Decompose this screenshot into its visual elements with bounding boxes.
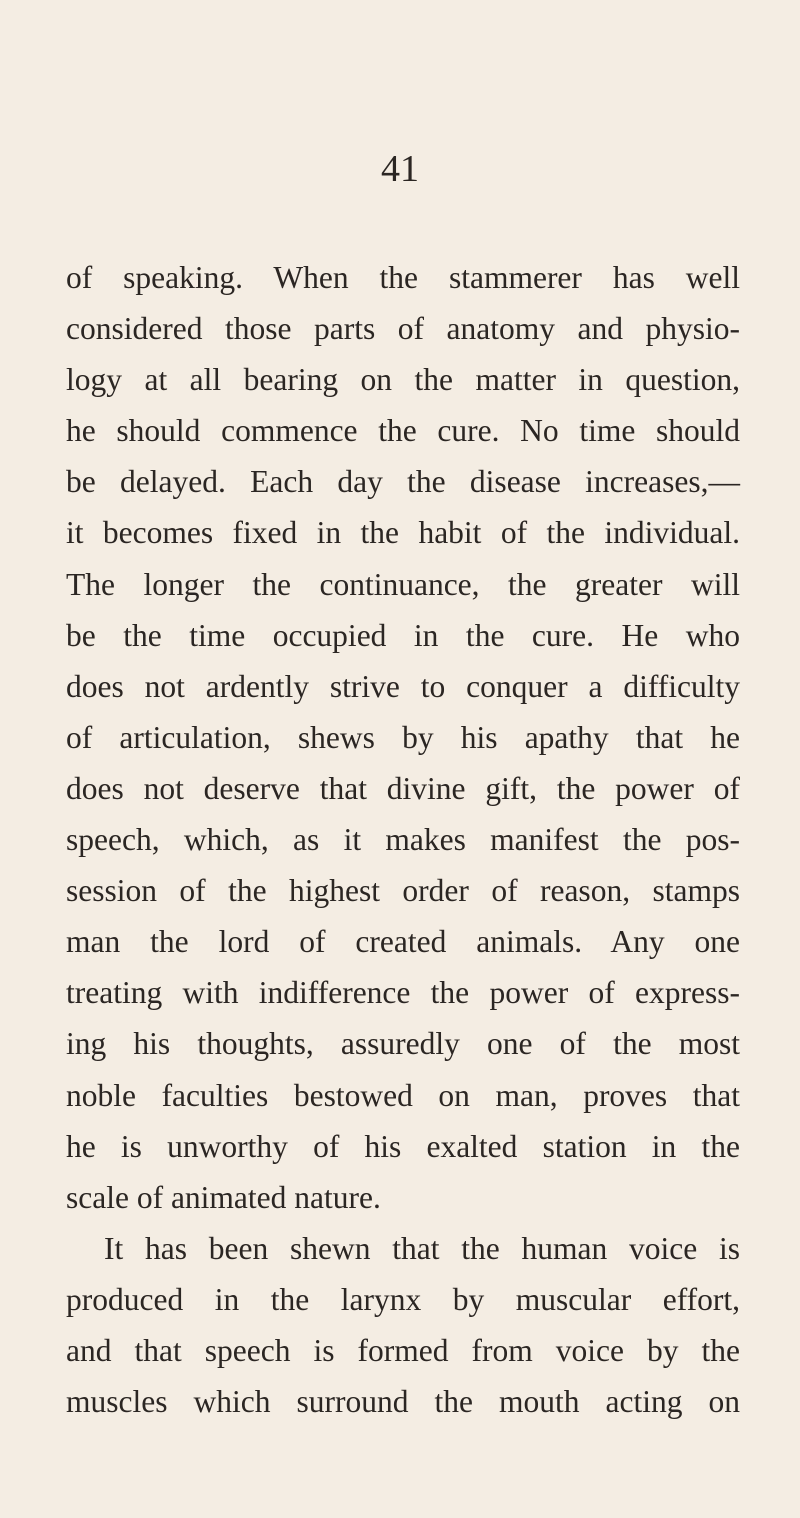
text-line: considered those parts of anatomy and physio-	[66, 311, 740, 347]
text-line: treating with indifference the power of express-	[66, 975, 740, 1011]
text-line: produced in the larynx by muscular effort,	[66, 1281, 740, 1317]
text-line: does not deserve that divine gift, the power of	[66, 770, 740, 806]
text-line: man the lord of created animals. Any one	[66, 924, 740, 960]
text-line: The longer the continuance, the greater will	[66, 566, 740, 602]
text-line: of speaking. When the stammerer has well	[66, 260, 740, 295]
body-text	[66, 252, 740, 1427]
text-line: ing his thoughts, assuredly one of the most	[66, 1026, 740, 1062]
paragraph-end-line: scale of animated nature.	[66, 1179, 381, 1215]
text-line: muscles which surround the mouth acting on	[66, 1384, 740, 1420]
page-number: 41	[381, 148, 419, 190]
text-line: of articulation, shews by his apathy that he	[66, 719, 740, 755]
text-line: be delayed. Each day the disease increases,—	[66, 464, 740, 500]
text-line: he is unworthy of his exalted station in the	[66, 1128, 740, 1164]
text-line: logy at all bearing on the matter in question,	[66, 362, 740, 398]
paragraph-start-line: It has been shewn that the human voice is	[104, 1230, 740, 1266]
text-line: it becomes fixed in the habit of the individual.	[66, 515, 740, 551]
text-line: be the time occupied in the cure. He who	[66, 617, 740, 653]
text-line: he should commence the cure. No time should	[66, 413, 740, 449]
text-line: session of the highest order of reason, stamps	[66, 873, 740, 909]
text-line: noble faculties bestowed on man, proves that	[66, 1077, 740, 1113]
text-line: and that speech is formed from voice by the	[66, 1332, 740, 1368]
text-line: speech, which, as it makes manifest the pos-	[66, 822, 740, 858]
text-line: does not ardently strive to conquer a difficulty	[66, 668, 740, 704]
